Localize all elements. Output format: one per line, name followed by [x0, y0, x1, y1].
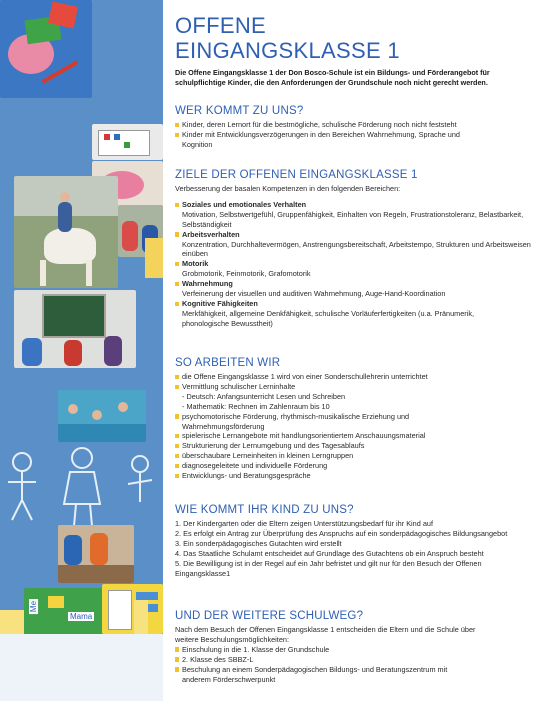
list-item: Vermittlung schulischer Lerninhalte [175, 382, 537, 392]
section-heading: ZIELE DER OFFENEN EINGANGSKLASSE 1 [175, 169, 418, 181]
list-item: spielerische Lernangebote mit handlungsorientiertem Anschauungsmaterial [175, 431, 537, 441]
photo-letter-board [102, 584, 163, 634]
photo-number-board [92, 124, 163, 160]
photo-children-learning [58, 525, 134, 583]
step-item: 4. Das Staatliche Schulamt entscheidet auf Grundlage des Gutachtens ob ein Anspruch besteht [175, 548, 484, 558]
competence-name: Arbeitsverhalten [182, 229, 240, 239]
section-intro: Nach dem Besuch der Offenen Eingangsklasse 1 entscheiden die Eltern und die Schule über weitere Beschulungsmöglichkeiten: [175, 625, 476, 644]
list-item: die Offene Eingangsklasse 1 wird von einer Sonderschullehrerin unterrichtet [175, 372, 537, 382]
photo-play-dough [0, 0, 92, 98]
list-item: Entwicklungs- und Beratungsgespräche [175, 471, 537, 481]
section-how [175, 504, 537, 578]
competence-name: Motorik [182, 259, 209, 269]
photo-horse-riding [14, 176, 118, 288]
competence-item [175, 299, 537, 329]
competence-name: Soziales und emotionales Verhalten [182, 199, 307, 209]
accent-bar [0, 610, 24, 634]
competence-desc: Konzentration, Durchhaltevermögen, Anstrengungsbereitschaft, Arbeitstempo, Strukturen und Arbeitsweisen einüben [182, 239, 531, 259]
intro-text: Die Offene Eingangsklasse 1 der Don Bosco-Schule ist ein Bildungs- und Förderangebot für schulpflichtige Kinder, die den Anforderungen der Grundschule noch nicht gerecht werden. [175, 68, 490, 87]
photo-swimming [58, 390, 146, 442]
competence-item [175, 259, 537, 279]
list-item: 2. Klasse des SBBZ-L [175, 655, 537, 665]
step-item: 2. Es erfolgt ein Antrag zur Überprüfung des Anspruchs auf ein sonderpädagogisches Bildungsangebot [175, 528, 508, 538]
list-item: Beschulung an einem Sonderpädagogischen Bildungs- und Beratungszentrum mit anderem Förderschwerpunkt [175, 665, 537, 685]
competence-item [175, 230, 537, 260]
accent-bar [134, 600, 148, 634]
competence-item [175, 200, 537, 230]
list-item: diagnosegeleitete und individuelle Förderung [175, 461, 537, 471]
step-item: 1. Der Kindergarten oder die Eltern zeigen Unterstützungsbedarf für ihr Kind auf [175, 519, 433, 528]
list-item: psychomotorische Förderung, rhythmisch-musikalische Erziehung und Wahrnehmungsförderung [175, 412, 537, 432]
section-next [175, 610, 537, 684]
word-card-me: Me [29, 600, 39, 613]
competence-item [175, 279, 537, 299]
list-item: Einschulung in die 1. Klasse der Grundschule [175, 645, 537, 655]
title-line-2: EINGANGSKLASSE 1 [175, 38, 400, 63]
section-heading: SO ARBEITEN WIR [175, 357, 281, 369]
page-title [175, 13, 400, 63]
sub-list-item: - Deutsch: Anfangsunterricht Lesen und Schreiben [182, 391, 346, 401]
list-item: Strukturierung der Lernumgebung und des Tagesablaufs [175, 441, 537, 451]
competence-desc: Merkfähigkeit, allgemeine Denkfähigkeit, schulische Vorläuferfertigkeiten (u.a. Pränumerik, phonologische Bewusstheit) [182, 308, 475, 328]
list-item: Kinder mit Entwicklungsverzögerungen in den Bereichen Wahrnehmung, Sprache und Kognition [175, 130, 537, 150]
photo-strip [0, 0, 163, 701]
title-line-1: OFFENE [175, 13, 267, 38]
step-item: 3. Ein sonderpädagogisches Gutachten wird erstellt [175, 538, 342, 548]
competence-name: Wahrnehmung [182, 279, 233, 289]
section-goals [175, 169, 537, 329]
step-item: 5. Die Bewilligung ist in der Regel auf ein Jahr befristet und gilt nur für den Besuch der Offenen Eingangsklasse1 [175, 558, 482, 578]
photo-word-game [24, 588, 102, 634]
competence-desc: Grobmotorik, Feinmotorik, Grafomotorik [182, 269, 311, 279]
word-card-mama: Mama [70, 612, 93, 621]
sub-list-item: - Mathematik: Rechnen im Zahlenraum bis 10 [182, 401, 330, 411]
section-heading: WER KOMMT ZU UNS? [175, 105, 304, 117]
list-item: überschaubare Lerneinheiten in kleinen Lerngruppen [175, 451, 537, 461]
section-intro: Verbesserung der basalen Kompetenzen in den folgenden Bereichen: [175, 184, 401, 193]
section-heading: UND DER WEITERE SCHULWEG? [175, 610, 364, 622]
section-who [175, 105, 537, 150]
competence-desc: Motivation, Selbstwertgefühl, Gruppenfähigkeit, Einhalten von Regeln, Frustrationstoleranz, Belastbarkeit, Selbständigkeit [182, 209, 524, 229]
competence-name: Kognitive Fähigkeiten [182, 298, 258, 308]
section-work [175, 357, 537, 481]
list-item: Kinder, deren Lernort für die bestmögliche, schulische Förderung noch nicht feststeht [175, 120, 537, 130]
accent-bar [145, 238, 163, 278]
competence-desc: Verfeinerung der visuellen und auditiven Wahrnehmung, Auge-Hand-Koordination [182, 289, 446, 299]
photo-classroom [14, 290, 136, 368]
section-heading: WIE KOMMT IHR KIND ZU UNS? [175, 504, 354, 516]
